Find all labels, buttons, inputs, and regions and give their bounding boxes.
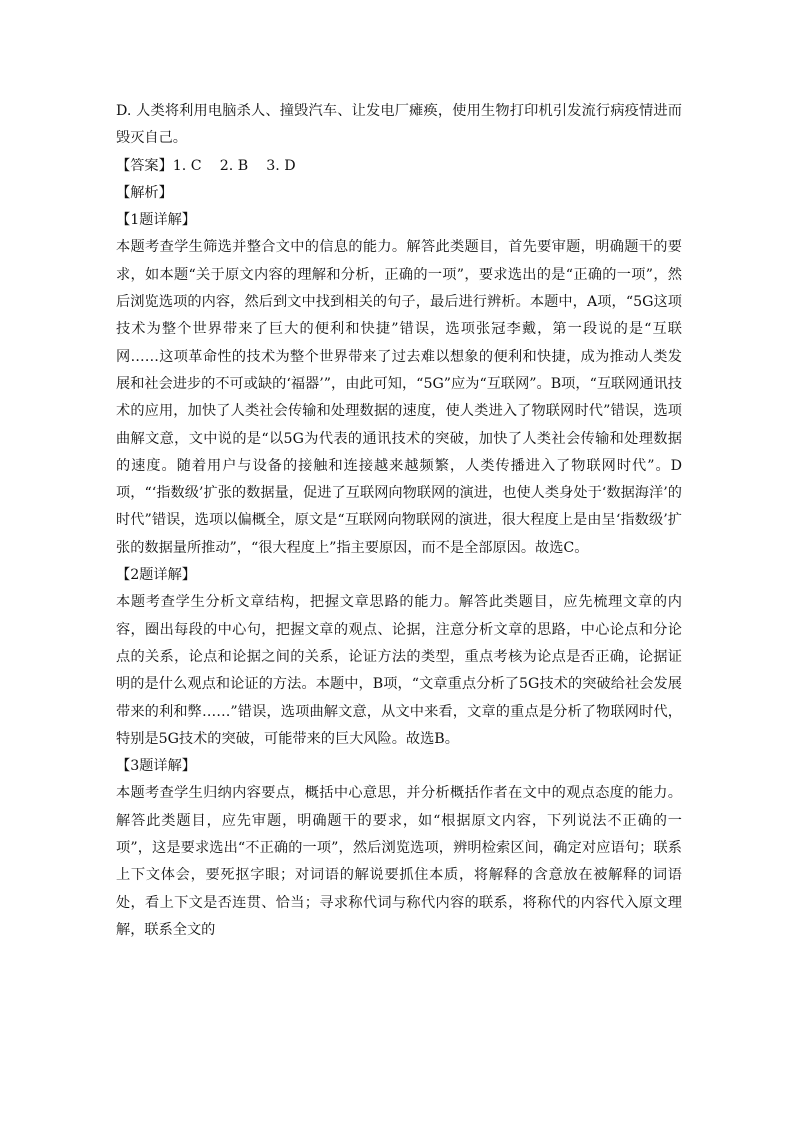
analysis-heading: 【解析】 [116,184,173,201]
q1-heading: 【1题详解】 [116,212,196,229]
q1-explanation: 本题考查学生筛选并整合文中的信息的能力。解答此类题目，首先要审题，明确题干的要求，如本题“关于原文内容的理解和分析，正确的一项”，要求选出的是“正确的一项”，然后浏览选项的内容，然后到文中找到相关的句子，最后进行辨析。本题中，A项，“5G这项技术为整个世界带来了巨大的便利和快捷”错误，选项张冠李戴，第一段说的是“互联网……这项革命性的技术为整个世界带来了过去难以想象的便利和快捷，成为推动人类发展和社会进步的不可或缺的‘福器’”，由此可知，“5G”应为“互联网”。B项，“互联网通讯技术的应用，加快了人类社会传输和处理数据的速度，使人类进入了物联网时代”错误，选项曲解文意，文中说的是“以5G为代表的通讯技术的突破，加快了人类社会传输和处理数据的速度。随着用户与设备的接触和连接越来越频繁，人类传播进入了物联网时代”。D项，“‘指数级’扩张的数据量，促进了互联网向物联网的演进，也使人类身处于‘数据海洋’的时代”错误，选项以偏概全，原文是“互联网向物联网的演进，很大程度上是由呈‘指数级’扩张的数据量所推动”，“很大程度上”指主要原因，而不是全部原因。故选C。 [116,239,682,556]
q2-heading: 【2题详解】 [116,567,196,584]
answer-values: 1. C 2. B 3. D [172,157,296,174]
document-content [116,98,682,944]
answer-label: 【答案】 [116,157,173,174]
q3-heading: 【3题详解】 [116,758,196,775]
q2-explanation: 本题考查学生分析文章结构，把握文章思路的能力。解答此类题目，应先梳理文章的内容，圈出每段的中心句，把握文章的观点、论据，注意分析文章的思路，中心论点和分论点的关系，论点和论据之间的关系，论证方法的类型，重点考核为论点是否正确，论据证明的是什么观点和论证的方法。本题中，B项，“文章重点分析了5G技术的突破给社会发展带来的利和弊……”错误，选项曲解文意，从文中来看，文章的重点是分析了物联网时代，特别是5G技术的突破，可能带来的巨大风险。故选B。 [116,594,682,747]
answer-line [116,153,682,180]
q3-explanation: 本题考查学生归纳内容要点，概括中心意思，并分析概括作者在文中的观点态度的能力。解答此类题目，应先审题，明确题干的要求，如“根据原文内容，下列说法不正确的一项”，这是要求选出“不正确的一项”，然后浏览选项，辨明检索区间，确定对应语句；联系上下文体会，要死抠字眼；对词语的解说要抓住本质，将解释的含意放在被解释的词语处，看上下文是否连贯、恰当；寻求称代词与称代内容的联系，将称代的内容代入原文理解，联系全文的 [116,785,682,938]
option-d-text: D. 人类将利用电脑杀人、撞毁汽车、让发电厂瘫痪，使用生物打印机引发流行病疫情进而毁灭自己。 [116,103,682,147]
